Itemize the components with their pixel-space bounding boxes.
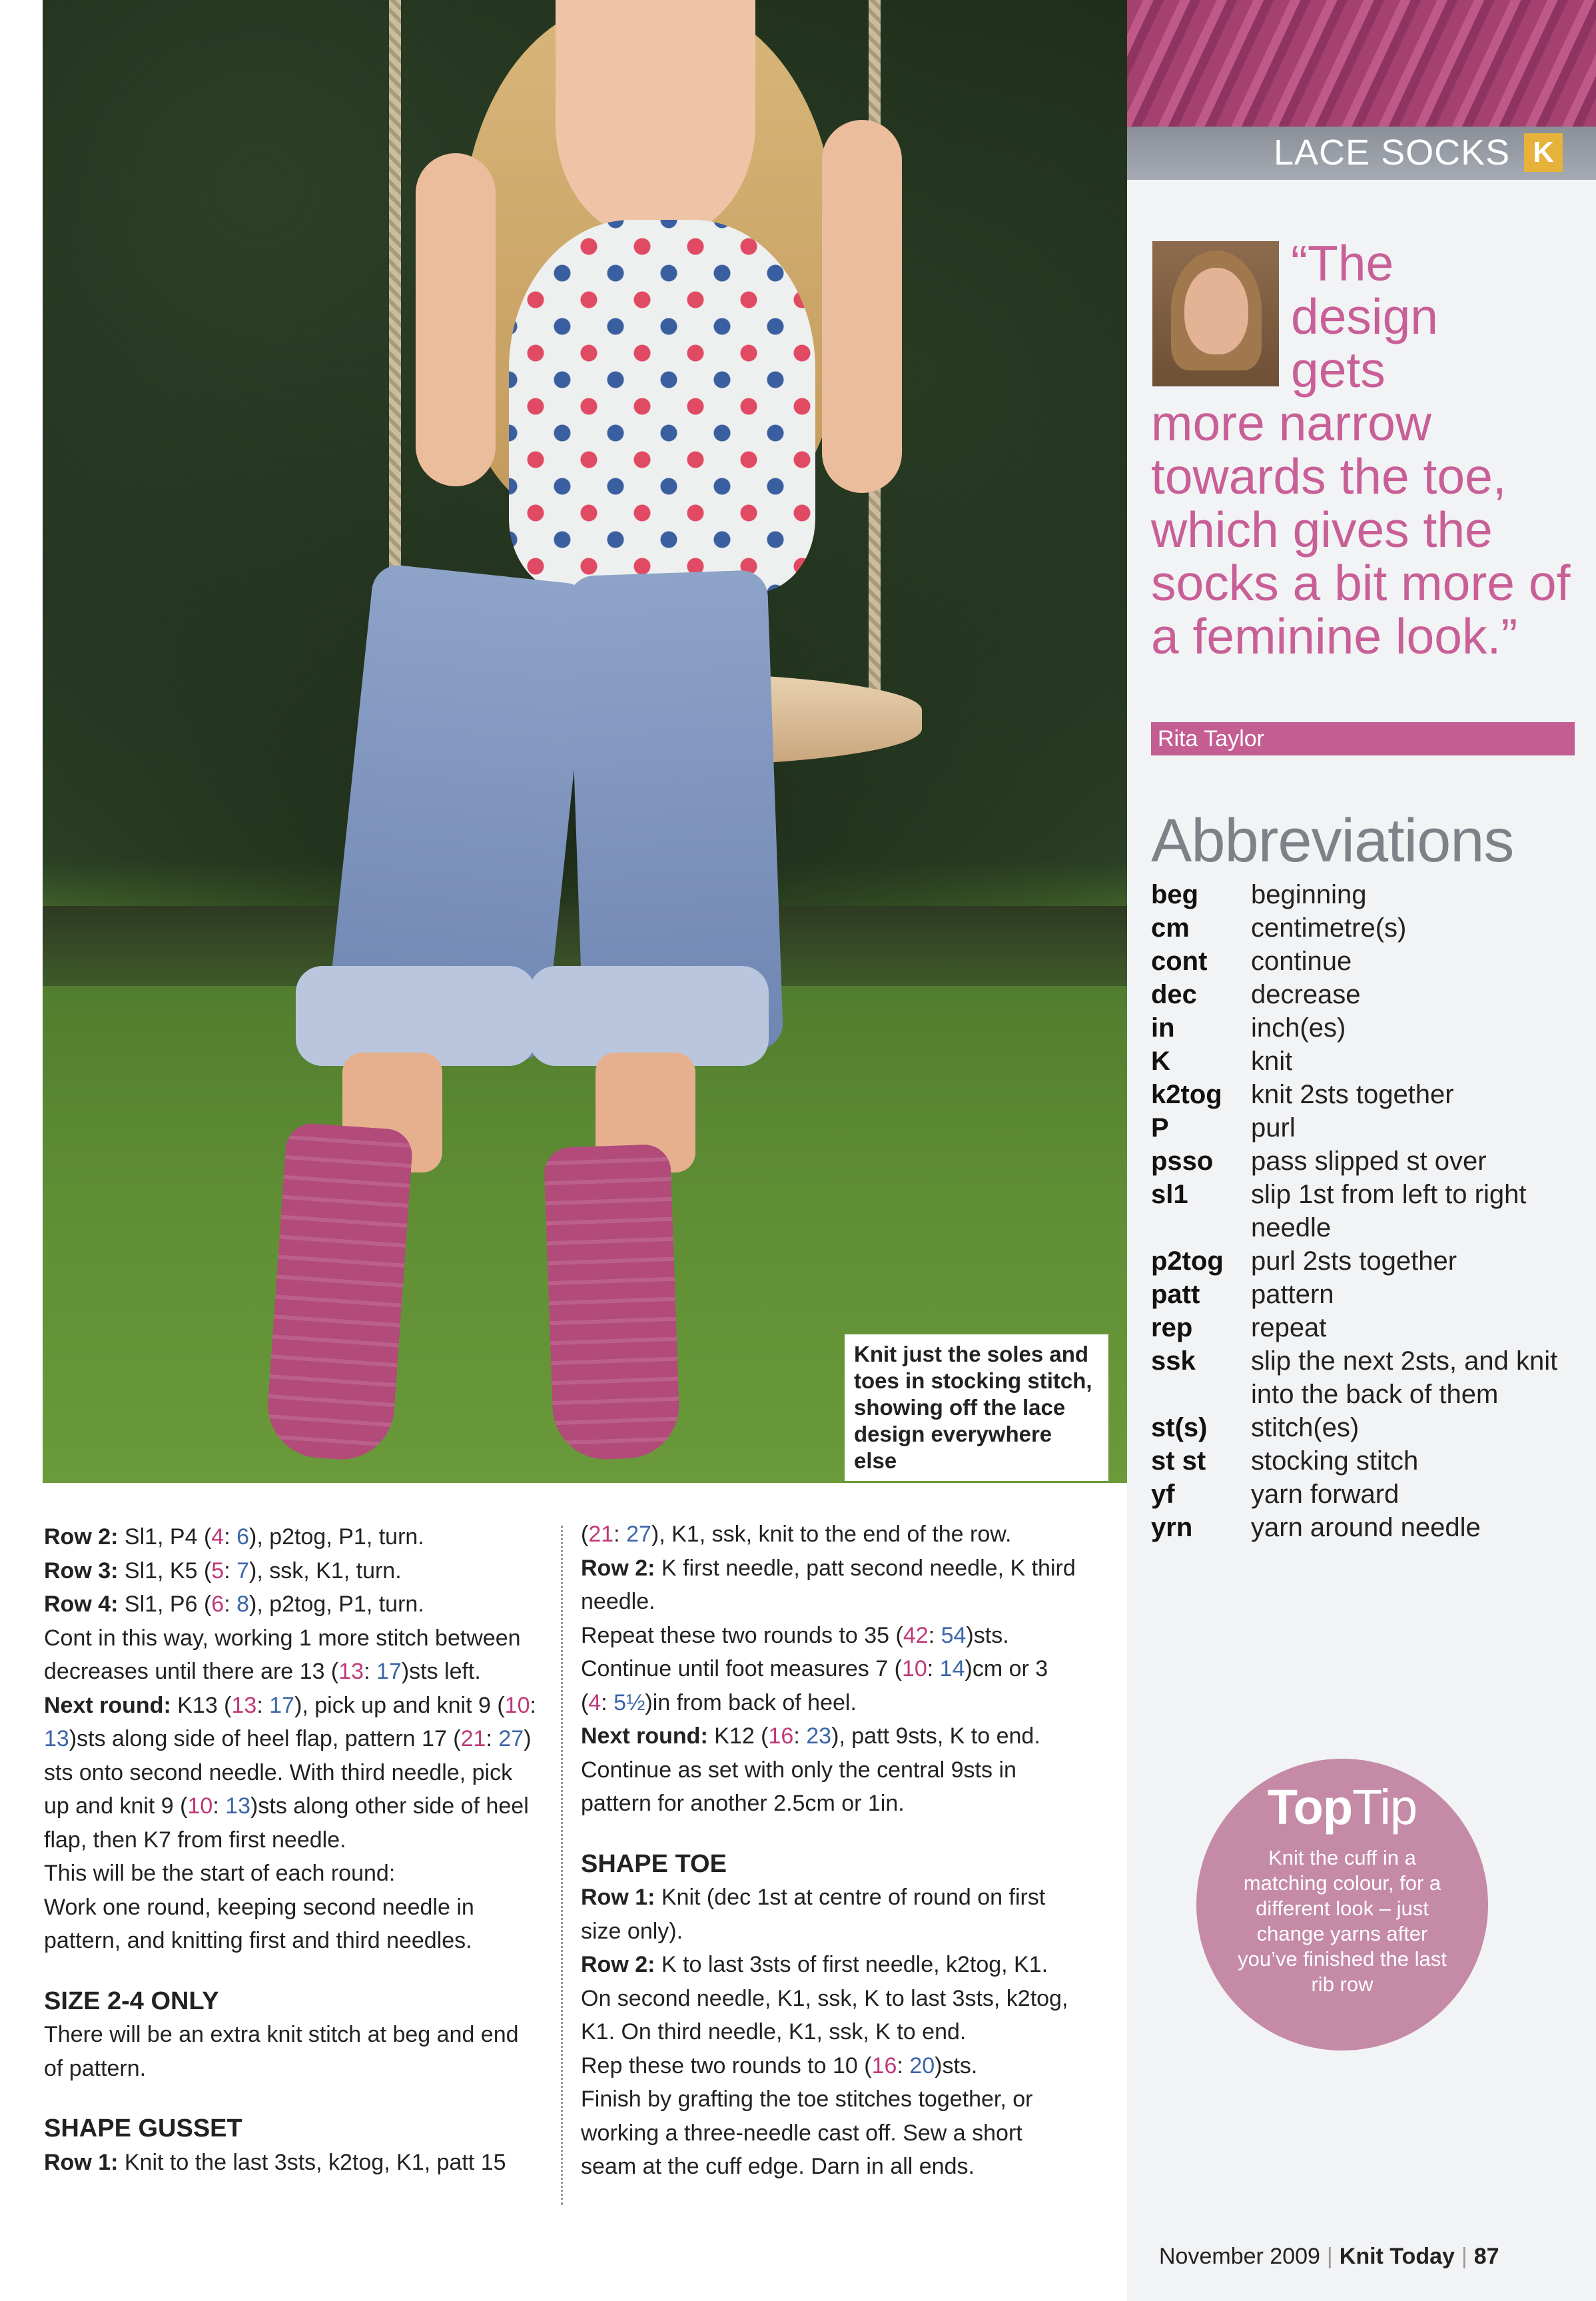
- quote-attribution: Rita Taylor: [1151, 722, 1575, 755]
- text: Knit (dec 1st at centre of round on first size only).: [581, 1885, 1046, 1944]
- size-value: 8: [236, 1592, 250, 1617]
- text: :: [613, 1522, 627, 1547]
- girl-arm-left: [416, 153, 496, 486]
- abbreviation-key: rep: [1151, 1313, 1193, 1342]
- abbreviation-key: patt: [1151, 1280, 1200, 1309]
- row-3: [44, 1554, 538, 1588]
- abbreviation-meaning: pattern: [1251, 1280, 1334, 1309]
- footer-separator: |: [1461, 2244, 1467, 2269]
- top-tip-title-bold: Top: [1267, 1779, 1353, 1835]
- text: :: [224, 1524, 237, 1550]
- page-footer: [1159, 2244, 1499, 2270]
- abbreviation-key: p2tog: [1151, 1246, 1224, 1276]
- size-value: 6: [211, 1592, 224, 1617]
- abbreviation-row: [1151, 1444, 1584, 1478]
- toe-row-2: [581, 1948, 1080, 2049]
- abbreviation-row: [1151, 911, 1584, 945]
- row-label: Next round:: [44, 1692, 171, 1718]
- girl-arm-right: [822, 120, 902, 493]
- row-4: [44, 1588, 538, 1621]
- abbreviation-key: st(s): [1151, 1413, 1208, 1442]
- size-value: 13: [338, 1659, 364, 1684]
- text: :: [897, 2053, 910, 2078]
- abbreviation-meaning: yarn around needle: [1251, 1513, 1481, 1542]
- jeans-cuff-right: [529, 966, 769, 1066]
- abbreviation-key: beg: [1151, 880, 1199, 909]
- abbreviation-key: cm: [1151, 913, 1190, 943]
- text: )sts left.: [401, 1659, 481, 1684]
- row-label: Row 1:: [581, 1885, 655, 1910]
- text: )sts along other side of heel flap, then K7 from first needle.: [44, 1793, 529, 1853]
- abbreviation-key: sl1: [1151, 1180, 1188, 1209]
- text: :: [928, 1622, 941, 1648]
- size-value: 13: [231, 1692, 257, 1718]
- gusset-row-1-cont: [581, 1518, 1080, 1552]
- text: :: [224, 1592, 237, 1617]
- text: Repeat these two rounds to 35 (: [581, 1622, 903, 1648]
- size-value: 5½: [613, 1689, 645, 1715]
- row-label: Row 1:: [44, 2149, 119, 2175]
- size-value: 10: [901, 1656, 927, 1681]
- abbreviation-row: [1151, 1411, 1584, 1444]
- size-value: 13: [225, 1793, 251, 1819]
- abbreviation-meaning: stitch(es): [1251, 1413, 1360, 1442]
- abbreviation-row: [1151, 878, 1584, 911]
- column-divider: [561, 1526, 563, 2205]
- size-value: 7: [236, 1558, 250, 1584]
- text: :: [224, 1558, 237, 1584]
- foot-length: [581, 1652, 1080, 1719]
- row-label: Row 3:: [44, 1558, 119, 1584]
- girl-face: [556, 0, 755, 240]
- abbreviation-meaning: continue: [1251, 947, 1352, 976]
- size-value: 21: [588, 1522, 614, 1547]
- text: ), patt 9sts, K to end.: [831, 1723, 1040, 1749]
- size-value: 6: [236, 1524, 250, 1550]
- photo-caption: Knit just the soles and toes in stocking stitch, showing off the lace design everywhere else: [845, 1334, 1108, 1481]
- photo-girl-on-swing: [43, 0, 1127, 1483]
- row-label: Row 2:: [581, 1555, 655, 1581]
- size-value: 5: [211, 1558, 224, 1584]
- size-value: 10: [504, 1692, 530, 1718]
- text: K to last 3sts of first needle, k2tog, K1. On second needle, K1, ssk, K to last 3sts, k2tog, K1. On third needle, K1, ssk, K to end.: [581, 1952, 1068, 2045]
- abbreviation-key: ssk: [1151, 1346, 1196, 1376]
- text: :: [364, 1659, 376, 1684]
- quote-line-1: “The: [1291, 235, 1394, 291]
- text: ), pick up and knit 9 (: [294, 1692, 505, 1718]
- text: (: [581, 1522, 589, 1547]
- size-value: 23: [806, 1723, 832, 1749]
- size-value: 27: [626, 1522, 651, 1547]
- text: K first needle, patt second needle, K third needle.: [581, 1555, 1076, 1614]
- top-tip-title: [1196, 1779, 1488, 1835]
- abbreviations-list: [1151, 878, 1584, 1544]
- text: ) sts onto second needle. With third needle, pick up and knit 9 (: [44, 1726, 532, 1819]
- abbreviation-row: [1151, 1111, 1584, 1145]
- footer-page-number: 87: [1473, 2244, 1499, 2269]
- quote-rest: more narrow towards the toe, which gives the socks a bit more of a feminine look.”: [1151, 395, 1571, 664]
- abbreviation-row: [1151, 1344, 1584, 1411]
- abbreviation-meaning: centimetre(s): [1251, 913, 1407, 943]
- text: :: [256, 1692, 270, 1718]
- abbreviation-row: [1151, 1178, 1584, 1244]
- round-start-note: This will be the start of each round:: [44, 1861, 396, 1886]
- footer-separator: |: [1326, 2244, 1333, 2269]
- abbreviation-meaning: pass slipped st over: [1251, 1147, 1487, 1176]
- next-round: [44, 1689, 538, 1857]
- text: )in from back of heel.: [645, 1689, 857, 1715]
- continue-as-set: Continue as set with only the central 9sts in pattern for another 2.5cm or 1in.: [581, 1757, 1016, 1816]
- toe-row-1: [581, 1881, 1080, 1948]
- abbreviation-meaning: slip the next 2sts, and knit into the back of them: [1251, 1346, 1558, 1409]
- gusset-row-1: [44, 2146, 538, 2180]
- size-value: 54: [941, 1622, 967, 1648]
- next-round-2: [581, 1719, 1080, 1753]
- yarn-image: [1127, 0, 1596, 127]
- text: )sts.: [935, 2053, 978, 2078]
- size-value: 14: [939, 1656, 965, 1681]
- abbreviation-row: [1151, 1244, 1584, 1278]
- abbreviation-meaning: purl 2sts together: [1251, 1246, 1457, 1276]
- size-value: 17: [269, 1692, 295, 1718]
- text: ), p2tog, P1, turn.: [249, 1524, 424, 1550]
- section-letter-badge: K: [1524, 133, 1563, 172]
- abbreviation-row: [1151, 978, 1584, 1011]
- abbreviation-meaning: purl: [1251, 1113, 1296, 1143]
- text: ), ssk, K1, turn.: [249, 1558, 402, 1584]
- abbreviations-title: Abbreviations: [1151, 807, 1514, 875]
- lace-sock-right: [544, 1144, 681, 1461]
- pull-quote: [1151, 236, 1584, 663]
- text: :: [927, 1656, 940, 1681]
- text: )sts.: [966, 1622, 1009, 1648]
- size-value: 21: [460, 1726, 486, 1751]
- size-heading: SIZE 2-4 ONLY: [44, 1987, 219, 2015]
- text: :: [212, 1793, 226, 1819]
- size-value: 27: [498, 1726, 524, 1751]
- abbreviation-key: yf: [1151, 1480, 1175, 1509]
- row-2: [44, 1520, 538, 1554]
- size-value: 13: [44, 1726, 69, 1751]
- size-note: There will be an extra knit stitch at beg and end of pattern.: [44, 2022, 519, 2081]
- abbreviation-key: in: [1151, 1013, 1175, 1043]
- abbreviation-meaning: knit: [1251, 1047, 1293, 1076]
- abbreviation-row: [1151, 1045, 1584, 1078]
- size-value: 16: [768, 1723, 794, 1749]
- jeans-cuff-left: [296, 966, 536, 1066]
- toe-repeat: [581, 2049, 1080, 2083]
- text: ), K1, ssk, knit to the end of the row.: [651, 1522, 1012, 1547]
- instructions-column-2: [581, 1518, 1080, 2184]
- abbreviation-meaning: yarn forward: [1251, 1480, 1399, 1509]
- text: )cm or 3 (: [581, 1656, 1048, 1715]
- text: Knit to the last 3sts, k2tog, K1, patt 15: [118, 2149, 506, 2175]
- continue-instruction: [44, 1621, 538, 1689]
- size-value: 17: [376, 1659, 402, 1684]
- abbreviation-key: K: [1151, 1047, 1170, 1076]
- abbreviation-meaning: knit 2sts together: [1251, 1080, 1454, 1109]
- abbreviation-key: cont: [1151, 947, 1208, 976]
- finish-instruction: Finish by grafting the toe stitches together, or working a three-needle cast off. Sew a short seam at the cuff edge. Darn in all ends.: [581, 2086, 1033, 2179]
- row-label: Row 2:: [581, 1952, 655, 1977]
- instructions-column-1: [44, 1520, 538, 2179]
- footer-magazine: Knit Today: [1339, 2244, 1455, 2269]
- row-label: Next round:: [581, 1723, 708, 1749]
- abbreviation-meaning: repeat: [1251, 1313, 1327, 1342]
- abbreviation-meaning: slip 1st from left to right needle: [1251, 1180, 1527, 1242]
- text: :: [486, 1726, 499, 1751]
- text: K13 (: [171, 1692, 232, 1718]
- section-title: LACE SOCKS: [1274, 133, 1511, 173]
- size-value: 42: [903, 1622, 929, 1648]
- top-tip-body: Knit the cuff in a matching colour, for a different look – just change yarns after you’ve finished the last rib row: [1238, 1846, 1447, 1996]
- abbreviation-row: [1151, 945, 1584, 978]
- abbreviation-key: st st: [1151, 1446, 1206, 1476]
- abbreviation-key: P: [1151, 1113, 1169, 1143]
- text: )sts along side of heel flap, pattern 17 (: [69, 1726, 461, 1751]
- polka-dot-shirt: [509, 220, 815, 593]
- repeat-rounds: [581, 1619, 1080, 1653]
- row-label: Row 2:: [44, 1524, 119, 1550]
- text: Sl1, K5 (: [118, 1558, 212, 1584]
- work-one-round: Work one round, keeping second needle in pattern, and knitting first and third needles.: [44, 1894, 474, 1953]
- size-value: 20: [909, 2053, 935, 2078]
- quote-line-2: design: [1291, 288, 1439, 344]
- text: Sl1, P6 (: [118, 1592, 212, 1617]
- abbreviation-meaning: beginning: [1251, 880, 1367, 909]
- top-tip-badge: [1196, 1759, 1488, 2051]
- text: Continue until foot measures 7 (: [581, 1656, 902, 1681]
- abbreviation-key: k2tog: [1151, 1080, 1222, 1109]
- top-tip-title-light: Tip: [1352, 1779, 1417, 1835]
- text: :: [601, 1689, 614, 1715]
- row-label: Row 4:: [44, 1592, 119, 1617]
- abbreviation-key: psso: [1151, 1147, 1214, 1176]
- size-value: 4: [211, 1524, 224, 1550]
- footer-date: November 2009: [1159, 2244, 1320, 2269]
- text: K12 (: [707, 1723, 769, 1749]
- quote-line-3: gets: [1291, 342, 1386, 398]
- gusset-heading: SHAPE GUSSET: [44, 2114, 242, 2142]
- toe-heading: SHAPE TOE: [581, 1849, 727, 1878]
- abbreviation-meaning: stocking stitch: [1251, 1446, 1419, 1476]
- abbreviation-row: [1151, 1478, 1584, 1511]
- abbreviation-row: [1151, 1011, 1584, 1045]
- text: Sl1, P4 (: [118, 1524, 212, 1550]
- abbreviation-meaning: inch(es): [1251, 1013, 1346, 1043]
- text: Rep these two rounds to 10 (: [581, 2053, 872, 2078]
- size-value: 10: [187, 1793, 213, 1819]
- text: Cont in this way, working 1 more stitch between decreases until there are 13 (: [44, 1625, 521, 1684]
- abbreviation-row: [1151, 1311, 1584, 1344]
- abbreviation-key: dec: [1151, 980, 1197, 1009]
- abbreviation-row: [1151, 1278, 1584, 1311]
- text: :: [793, 1723, 807, 1749]
- gusset-row-2: [581, 1552, 1080, 1619]
- lace-sock-left: [264, 1122, 414, 1463]
- size-value: 4: [588, 1689, 601, 1715]
- abbreviation-key: yrn: [1151, 1513, 1193, 1542]
- abbreviation-row: [1151, 1145, 1584, 1178]
- abbreviation-row: [1151, 1078, 1584, 1111]
- abbreviation-row: [1151, 1511, 1584, 1544]
- text: :: [530, 1692, 536, 1718]
- abbreviation-meaning: decrease: [1251, 980, 1361, 1009]
- text: ), p2tog, P1, turn.: [249, 1592, 424, 1617]
- size-value: 16: [871, 2053, 897, 2078]
